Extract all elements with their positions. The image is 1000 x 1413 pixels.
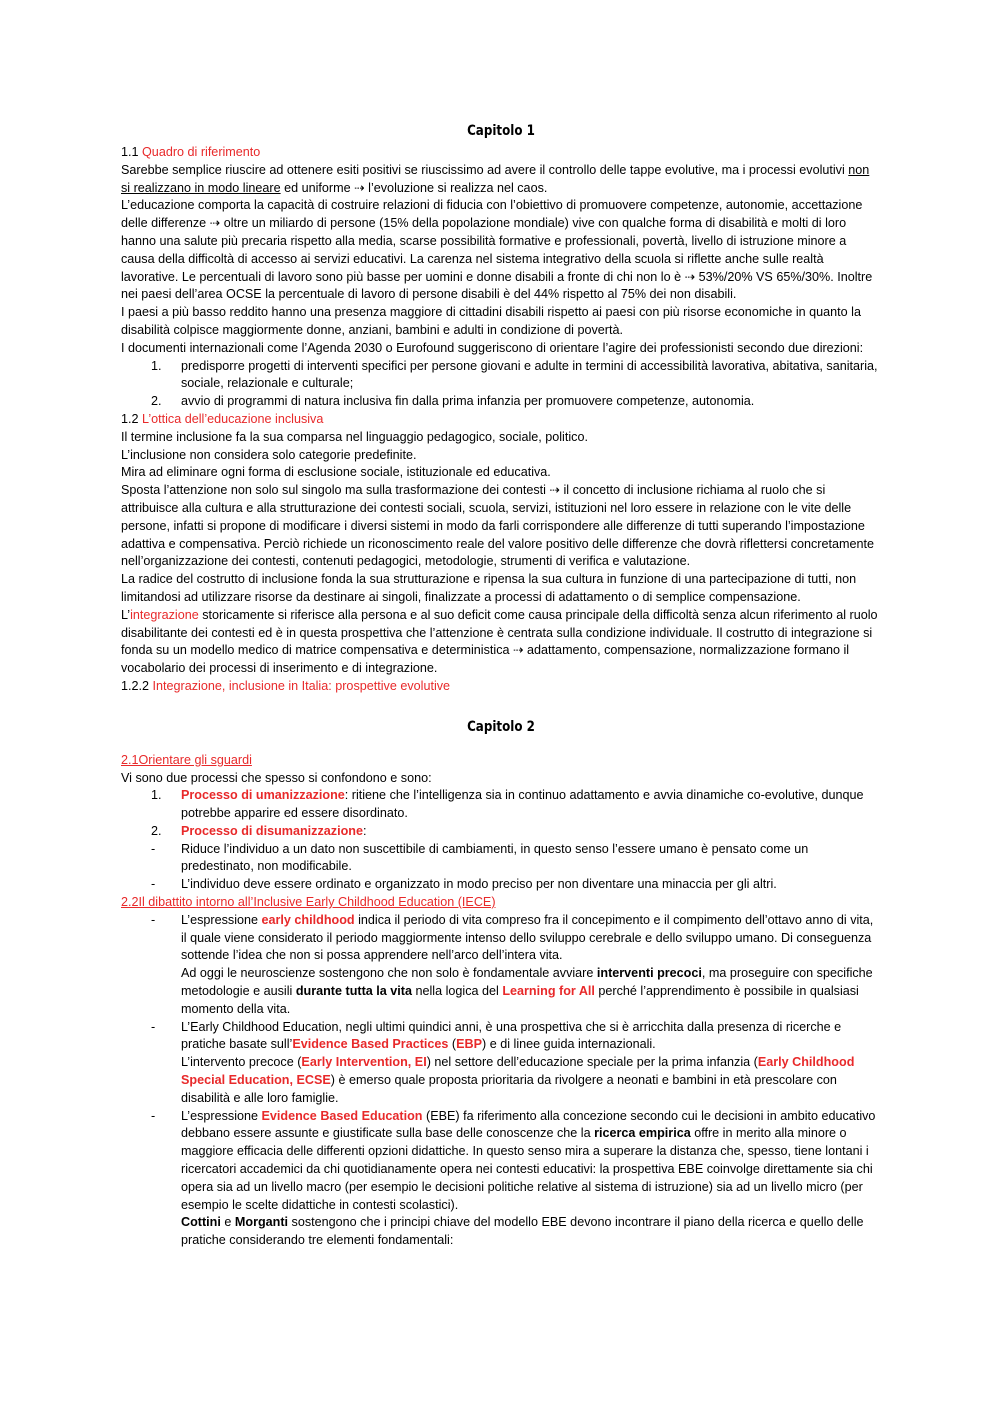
list-paragraph [181,1108,881,1215]
section-number: 1.2.2 [121,678,153,693]
section-number: 1.2 [121,411,143,426]
list-text: : ritiene che l’intelligenza sia in continuo adattamento e avvia dinamiche co-evolutive, dunque potrebbe apparire ed essere disordinato. [181,788,864,821]
list-item [121,358,881,394]
text: L’Early Childhood Education, negli ultimi quindici anni, è una prospettiva che si è arricchita dalla presenza di ricerche e pratiche basate sull’ [181,1019,842,1052]
list-paragraph [181,912,881,965]
text: ) e di linee guida internazionali. [482,1037,656,1052]
list-paragraph [181,965,881,1018]
chapter-2-title: Capitolo 2 [467,718,535,735]
bold-term: interventi precoci [596,966,702,981]
text: L’ [121,607,131,622]
section-title: Quadro di riferimento [142,145,261,159]
text: Ad oggi le neuroscienze sostengono che non solo è fondamentale avviare [181,966,597,981]
text: ed uniforme ⇢ l’evoluzione si realizza nel caos. [280,180,548,195]
paragraph: L’educazione comporta la capacità di costruire relazioni di fiducia con l’obiettivo di promuovere competenze, autonomie, accettazione delle differenze ⇢ oltre un miliardo di persone (15% della popolazione mondiale) vive con qualche forma di disabilità e molti di loro hanno una salute più precaria rispetto alla media, scarse possibilità formative e professionali, povertà, livello di istruzione minore a causa della difficoltà di accesso ai servizi educativi. La carenza nel sistema integrativo della scuola si riflette anche sulle realtà lavorative. Le percentuali di lavoro sono più basse per uomini e donne disabili a fronte di chi non lo è ⇢ 53%/20% VS 65%/30%. Inoltre nei paesi dell’area OCSE la percentuale di lavoro di persone disabili è del 44% rispetto al 75% dei non disabili. [121,198,873,302]
section-number: 1.1 [121,145,143,159]
bold-term: durante tutta la vita [295,984,412,999]
text: perché l’apprendimento è possibile in qualsiasi momento della vita. [181,984,859,1016]
paragraph: Mira ad eliminare ogni forma di esclusione sociale, istituzionale ed educativa. [121,465,551,480]
bold-term: Morganti [234,1215,289,1230]
list-text: : [362,823,367,838]
paragraph [121,607,881,678]
chapter-1-title: Capitolo 1 [467,123,535,139]
section-title: 2.1Orientare gli sguardi [121,752,252,767]
list-marker: 2. [151,394,162,409]
bold-term: Early Intervention, EI [301,1055,427,1070]
section-1-2-heading [121,411,881,429]
bold-term: ricerca empirica [594,1126,691,1141]
text: e [220,1215,235,1230]
paragraph: Vi sono due processi che spesso si confondono e sono: [121,770,432,785]
bold-term: Evidence Based Education [261,1108,423,1123]
list-marker: 2. [151,823,162,838]
list-item [121,841,881,877]
section-title: L’ottica dell’educazione inclusiva [142,411,324,426]
bold-term: Processo di umanizzazione [181,788,345,803]
list-marker: - [151,912,156,927]
text: sostengono che i principi chiave del modello EBE devono incontrare il piano della ricerca e quello delle pratiche considerando tre elementi fondamentali: [181,1215,864,1248]
list-item [121,393,881,411]
text: ( [448,1037,457,1052]
bold-term: Evidence Based Practices [292,1037,449,1052]
bold-term: early childhood [261,912,355,927]
paragraph: Il termine inclusione fa la sua comparsa nel linguaggio pedagogico, sociale, politico. [121,429,588,444]
list-marker: - [151,841,156,856]
paragraph: Sposta l’attenzione non solo sul singolo ma sulla trasformazione dei contesti ⇢ il concetto di inclusione richiama al ruolo che si attribuisce alla cultura e alla strutturazione dei contesti sociali, scuola, servizi, istituzioni nel loro essere in relazione con le vite delle persone, infatti si propone di modificare i diversi sistemi in modo da farli corrispondere alle differenze di tutti superando l’impostazione adattiva e compensativa. Perciò richiede un riconoscimento reale del valore positivo delle differenze che dovrà riflettersi concretamente nell’organizzazione dei contesti, contenuti pedagogici, metodologie, strumenti di verifica e valutazione. [121,483,874,569]
bold-term: Learning for All [502,984,595,999]
list-text: L’individuo deve essere ordinato e organizzato in modo preciso per non diventare una minaccia per gli altri. [181,877,777,892]
bold-term: Cottini [181,1215,221,1230]
list-marker: 1. [151,788,162,803]
list-marker: - [151,877,156,892]
text: storicamente si riferisce alla persona e al suo deficit come causa principale della difficoltà senza alcun riferimento al ruolo disabilitante dei contesti ed è in questa prospettiva che l’attenzione è centrata sulla condizione individuale. Il costrutto di integrazione si fonda su un modello medico di matrice compensativa e deterministica ⇢ adattamento, compensazione, normalizzazione formano il vocabolario dei processi di inserimento e di integrazione. [121,607,878,676]
text: ) nel settore dell’educazione speciale per la prima infanzia ( [426,1055,758,1070]
text: L’espressione [181,912,262,927]
text: L’espressione [181,1108,262,1123]
bold-term: EBP [456,1037,483,1052]
text: nella logica del [412,984,503,999]
list-item [121,912,881,1019]
text: offre in merito alla minore o maggiore efficacia delle differenti opzioni didattiche. In questo senso mira a superare la distanza che, spesso, tiene lontani i ricercatori accademici da chi quotidianamente opera nei contesti educativi: la prospettiva EBE coinvolge direttamente sia chi opera sia ad un livello macro (per esempio le decisioni politiche relative al sistema di istruzione) sia ad un livello micro (per esempio le scelte didattiche in contesti scolastici). [181,1126,873,1212]
list-paragraph [181,1054,881,1107]
section-2-1-heading [121,752,881,770]
bold-term: Processo di disumanizzazione [181,823,363,838]
list-item [121,823,881,841]
list-item [121,787,881,823]
section-title: Integrazione, inclusione in Italia: prospettive evolutive [152,678,451,693]
list-marker: 1. [151,358,162,373]
text: (EBE) fa riferimento alla concezione secondo cui le decisioni in ambito educativo debbano essere assunte e giustificate sulla base delle conoscenze che la [181,1108,876,1141]
list-item [121,1019,881,1108]
list-text: predisporre progetti di interventi specifici per persone giovani e adulte in termini di accessibilità lavorativa, abitativa, sanitaria, sociale, relazionale e culturale; [181,358,878,391]
highlighted-term: integrazione [130,607,199,622]
text: Sarebbe semplice riuscire ad ottenere esiti positivi se riuscissimo ad avere il controllo delle tappe evolutive, ma i processi evolutivi [121,162,849,177]
paragraph [121,162,881,198]
underlined-text: non si realizzano in modo lineare [121,162,870,195]
paragraph: La radice del costrutto di inclusione fonda la sua strutturazione e ripensa la sua cultura in funzione di una partecipazione di tutti, non limitandosi ad utilizzare risorse da destinare ai singoli, finalizzate a processi di adattamento o di semplice compensazione. [121,572,857,604]
list-paragraph [181,1019,881,1055]
section-1-2-2-heading [121,678,881,696]
paragraph: I paesi a più basso reddito hanno una presenza maggiore di cittadini disabili rispetto ai paesi con più risorse economiche in quanto la disabilità colpisce maggiormente donne, anziani, bambini e adulti in condizione di povertà. [121,305,861,337]
list-text: Riduce l’individuo a un dato non suscettibile di cambiamenti, in questo senso l’essere umano è pensato come un predestinato, non modificabile. [181,841,809,874]
list-paragraph [181,1214,881,1250]
paragraph: L’inclusione non considera solo categorie predefinite. [121,447,417,462]
text: ) è emerso quale proposta prioritaria da rivolgere a neonati e bambini in età prescolare con disabilità e alle loro famiglie. [181,1073,837,1105]
text: L’intervento precoce ( [181,1055,302,1070]
text: indica il periodo di vita compreso fra il concepimento e il compimento dell’ottavo anno di vita, il quale viene considerato il periodo maggiormente intenso dello sviluppo cerebrale e dello sviluppo umano. Di conseguenza sottende l’idea che non si possa apprendere nell’arco dell’intera vita. [181,912,874,963]
section-1-1-heading [121,144,881,162]
section-title: 2.2Il dibattito intorno all’Inclusive Early Childhood Education (IECE) [121,895,496,910]
text: , ma proseguire con specifiche metodologie e ausili [181,966,873,999]
list-marker: - [151,1108,156,1123]
section-2-2-heading [121,894,881,912]
list-marker: - [151,1019,156,1034]
list-text: avvio di programmi di natura inclusiva fin dalla prima infanzia per promuovere competenze, autonomia. [181,394,755,409]
bold-term: Early Childhood Special Education, ECSE [181,1055,855,1088]
list-item [121,1108,881,1250]
document-page [121,118,881,1250]
paragraph: I documenti internazionali come l’Agenda 2030 o Eurofound suggeriscono di orientare l’agire dei professionisti secondo due direzioni: [121,340,864,355]
list-item [121,876,881,894]
